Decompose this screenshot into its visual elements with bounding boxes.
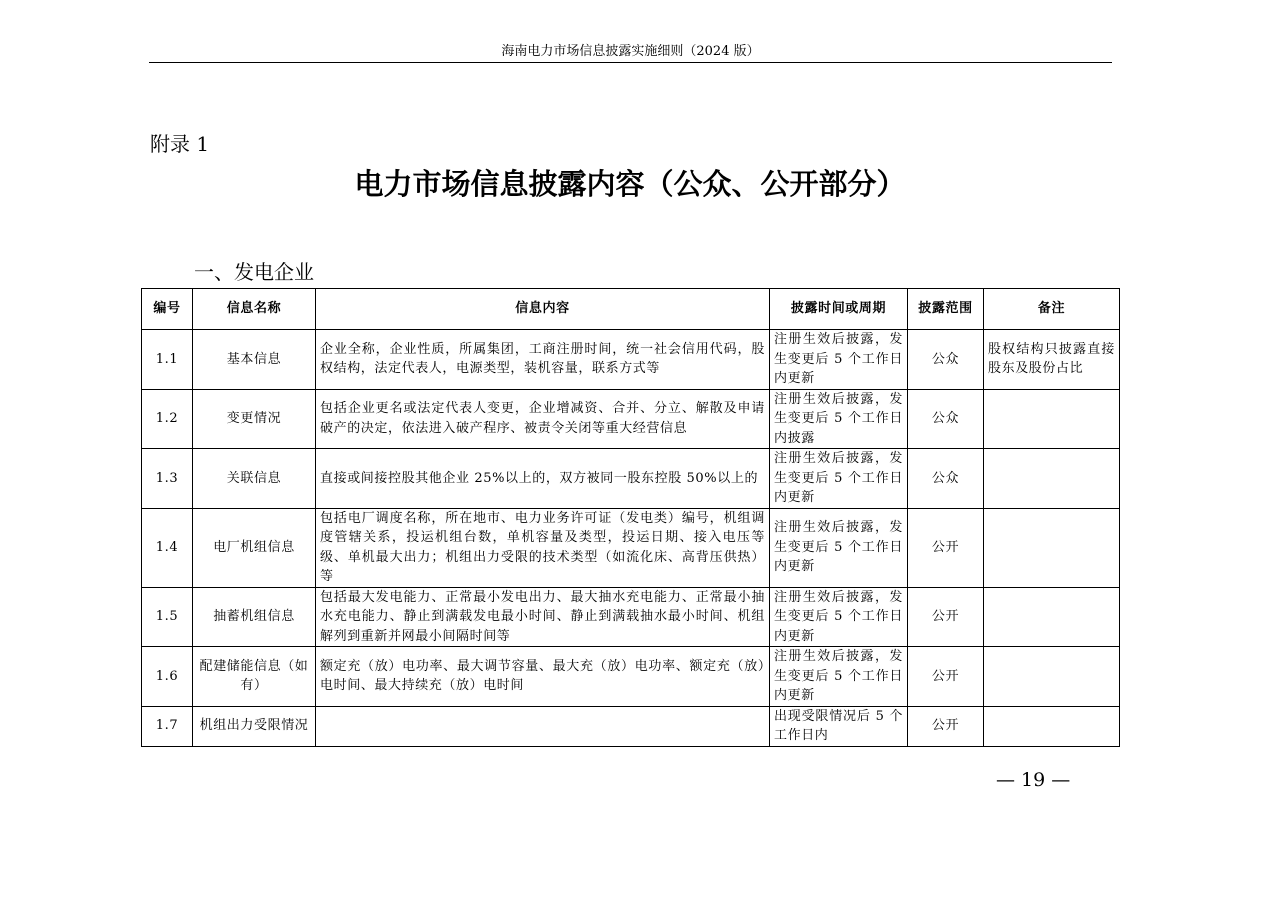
cell-scope: 公开: [908, 647, 984, 707]
cell-remark: [984, 508, 1120, 587]
cell-timing: 注册生效后披露，发生变更后 5 个工作日内更新: [770, 449, 908, 509]
cell-scope: 公开: [908, 587, 984, 647]
cell-remark: [984, 706, 1120, 746]
table-row: [142, 330, 1120, 390]
cell-content: 直接或间接控股其他企业 25%以上的，双方被同一股东控股 50%以上的: [316, 449, 770, 509]
cell-timing: 注册生效后披露，发生变更后 5 个工作日内更新: [770, 587, 908, 647]
section-heading: 一、发电企业: [194, 260, 314, 284]
cell-content: 企业全称，企业性质，所属集团，工商注册时间，统一社会信用代码，股权结构，法定代表人，电源类型，装机容量，联系方式等: [316, 330, 770, 390]
cell-remark: [984, 647, 1120, 707]
cell-scope: 公开: [908, 508, 984, 587]
cell-content: 额定充（放）电功率、最大调节容量、最大充（放）电功率、额定充（放）电时间、最大持续充（放）电时间: [316, 647, 770, 707]
cell-name: 电厂机组信息: [193, 508, 316, 587]
table-header-row: [142, 289, 1120, 330]
cell-timing: 注册生效后披露，发生变更后 5 个工作日内更新: [770, 508, 908, 587]
cell-timing: 注册生效后披露，发生变更后 5 个工作日内披露: [770, 389, 908, 449]
header-rule: [149, 62, 1112, 63]
header-name: 信息名称: [193, 289, 316, 330]
cell-name: 变更情况: [193, 389, 316, 449]
cell-id: 1.3: [142, 449, 193, 509]
cell-id: 1.1: [142, 330, 193, 390]
cell-scope: 公众: [908, 389, 984, 449]
cell-remark: [984, 389, 1120, 449]
header-id: 编号: [142, 289, 193, 330]
cell-id: 1.2: [142, 389, 193, 449]
cell-id: 1.7: [142, 706, 193, 746]
running-header: 海南电力市场信息披露实施细则（2024 版）: [501, 44, 760, 59]
header-scope: 披露范围: [908, 289, 984, 330]
table-row: [142, 587, 1120, 647]
cell-content: 包括企业更名或法定代表人变更，企业增减资、合并、分立、解散及申请破产的决定，依法进入破产程序、被责令关闭等重大经营信息: [316, 389, 770, 449]
cell-id: 1.5: [142, 587, 193, 647]
cell-remark: [984, 449, 1120, 509]
table-row: [142, 449, 1120, 509]
cell-id: 1.4: [142, 508, 193, 587]
cell-name: 关联信息: [193, 449, 316, 509]
page-title: 电力市场信息披露内容（公众、公开部分）: [354, 167, 906, 201]
cell-id: 1.6: [142, 647, 193, 707]
cell-timing: 注册生效后披露，发生变更后 5 个工作日内更新: [770, 647, 908, 707]
cell-timing: 出现受限情况后 5 个工作日内: [770, 706, 908, 746]
cell-content: [316, 706, 770, 746]
table-row: [142, 647, 1120, 707]
table-row: [142, 706, 1120, 746]
table-row: [142, 389, 1120, 449]
disclosure-table: [141, 288, 1120, 747]
cell-name: 基本信息: [193, 330, 316, 390]
appendix-label: 附录 1: [150, 132, 210, 156]
header-content: 信息内容: [316, 289, 770, 330]
header-timing: 披露时间或周期: [770, 289, 908, 330]
cell-remark: [984, 587, 1120, 647]
cell-scope: 公众: [908, 330, 984, 390]
cell-name: 配建储能信息（如有）: [193, 647, 316, 707]
page-number: — 19 —: [996, 769, 1071, 791]
cell-name: 机组出力受限情况: [193, 706, 316, 746]
cell-remark: 股权结构只披露直接股东及股份占比: [984, 330, 1120, 390]
cell-timing: 注册生效后披露，发生变更后 5 个工作日内更新: [770, 330, 908, 390]
cell-scope: 公开: [908, 706, 984, 746]
table-row: [142, 508, 1120, 587]
cell-scope: 公众: [908, 449, 984, 509]
cell-content: 包括电厂调度名称，所在地市、电力业务许可证（发电类）编号，机组调度管辖关系，投运机组台数，单机容量及类型，投运日期、接入电压等级、单机最大出力；机组出力受限的技术类型（如流化床、高背压供热）等: [316, 508, 770, 587]
cell-name: 抽蓄机组信息: [193, 587, 316, 647]
header-remark: 备注: [984, 289, 1120, 330]
cell-content: 包括最大发电能力、正常最小发电出力、最大抽水充电能力、正常最小抽水充电能力、静止到满载发电最小时间、静止到满载抽水最小时间、机组解列到重新并网最小间隔时间等: [316, 587, 770, 647]
